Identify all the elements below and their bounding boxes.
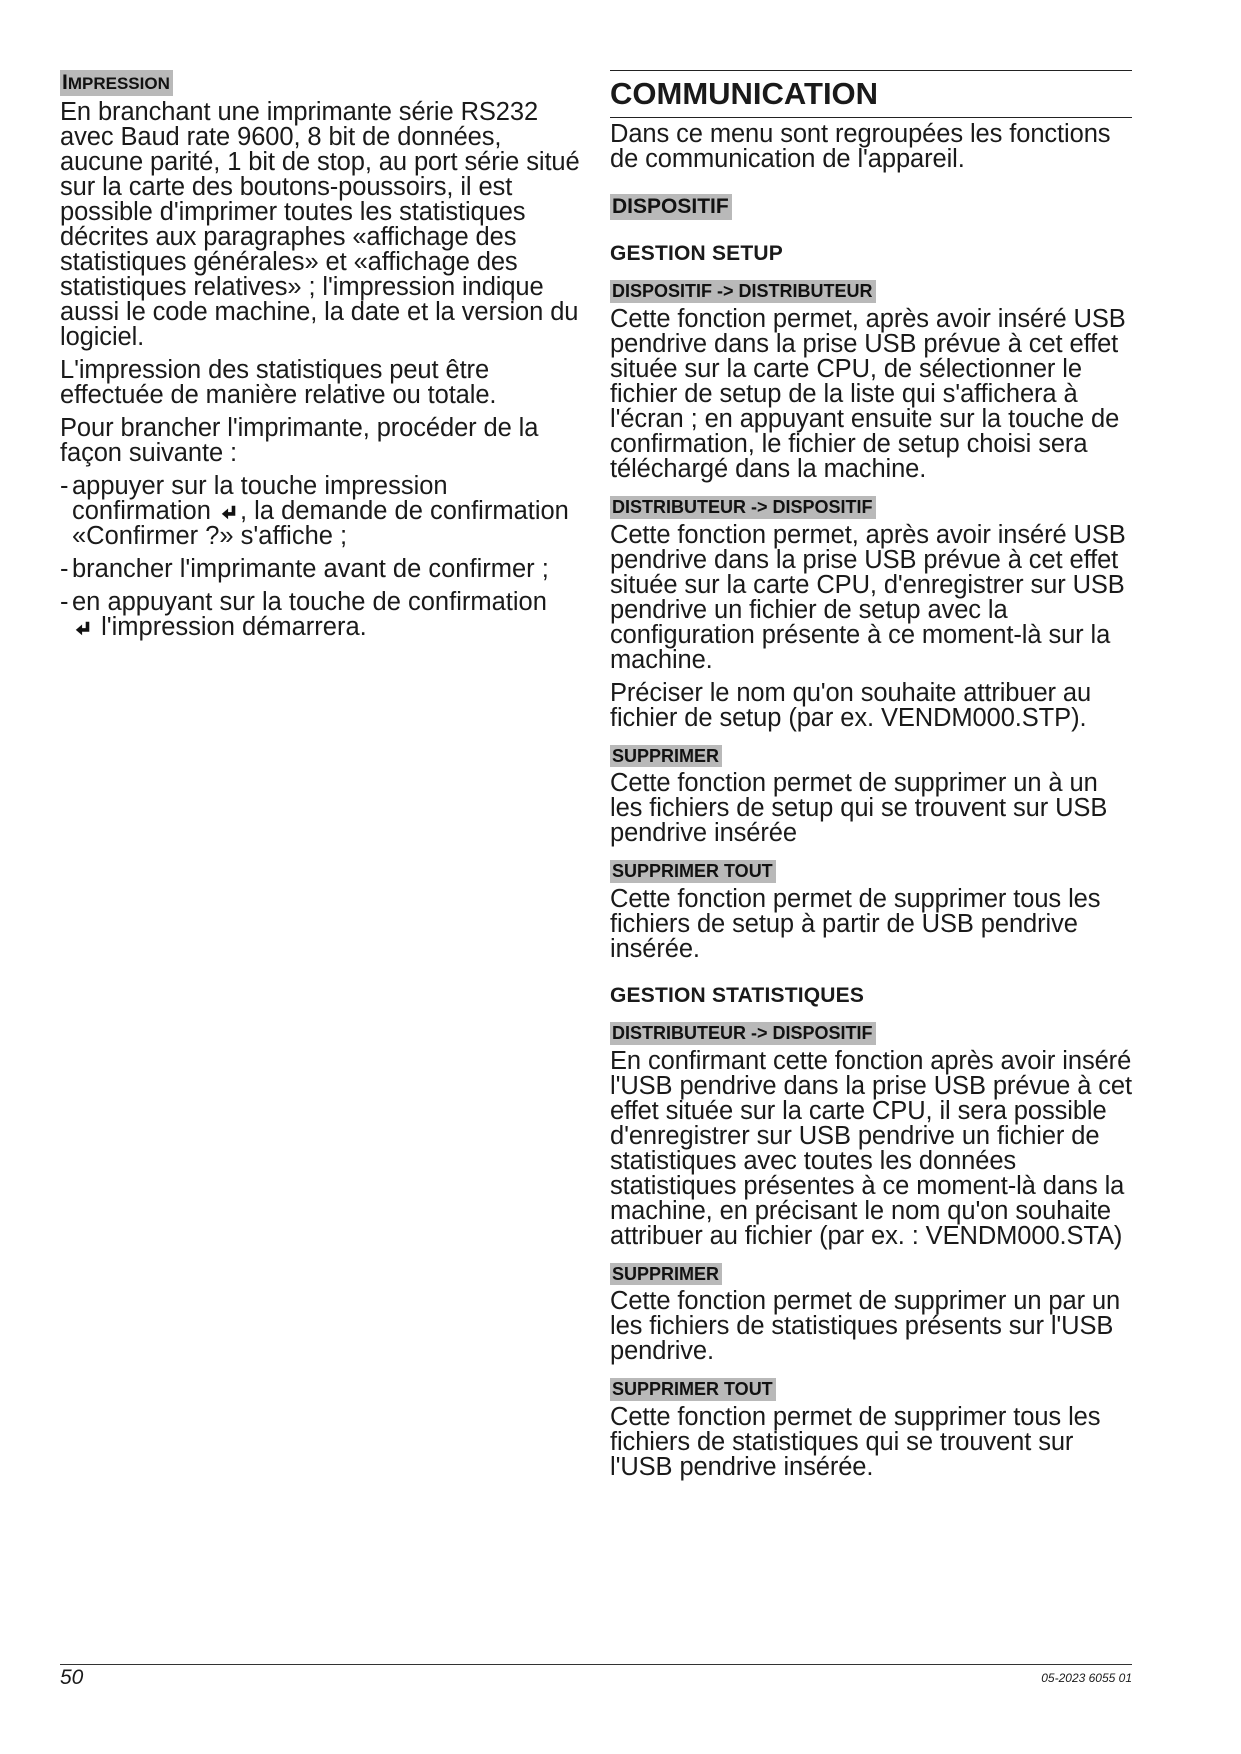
communication-intro: Dans ce menu sont regroupées les fonctions de communication de l'appareil. xyxy=(610,120,1111,173)
impression-heading xyxy=(60,70,173,96)
bullet-item-1: - appuyer sur la touche impression confirmation , la demande de confirmation «Confirmer ?» s'affiche ; xyxy=(60,472,569,551)
impression-paragraph-2: L'impression des statistiques peut être effectuée de manière relative ou totale. xyxy=(60,356,497,410)
setup-distributeur-dispositif-note: Préciser le nom qu'on souhaite attribuer au fichier de setup (par ex. VENDM000.STP). xyxy=(610,678,1092,732)
document-reference: 05-2023 6055 01 xyxy=(1041,1671,1132,1685)
impression-heading-rest: MPRESSION xyxy=(67,74,170,93)
bullet-item-2: - brancher l'imprimante avant de confirmer ; xyxy=(60,557,580,582)
stats-distributeur-dispositif-tag: DISTRIBUTEUR -> DISPOSITIF xyxy=(610,1022,876,1045)
section-title: COMMUNICATION xyxy=(610,70,1132,118)
enter-key-icon xyxy=(74,620,92,638)
setup-distributeur-dispositif-text: Cette fonction permet, après avoir inséré USB pendrive dans la prise USB prévue à cet effet située sur la carte CPU, d'enregistrer sur USB pendrive un fichier de setup avec la configuration présente à ce moment-là sur la machine. xyxy=(610,520,1126,674)
right-column xyxy=(610,70,1132,1488)
impression-paragraph-1: En branchant une imprimante série RS232 avec Baud rate 9600, 8 bit de données, aucune parité, 1 bit de stop, au port série situé sur la carte des boutons-poussoirs, il est possible d'imprimer toutes les statistiques décrites aux paragraphes «affichage des statistiques générales» et «affichage des statistiques relatives» ; l'impression indique aussi le code machine, la date et la version du logiciel. xyxy=(60,98,580,352)
setup-dispositif-distributeur-text: Cette fonction permet, après avoir inséré USB pendrive dans la prise USB prévue à cet effet située sur la carte CPU, de sélectionner le fichier de setup de la liste qui s'affichera à l'écran ; en appuyant ensuite sur la touche de confirmation, le fichier de setup choisi sera téléchargé dans la machine. xyxy=(610,304,1126,483)
left-column xyxy=(60,70,580,648)
bullet-1-text-end: , la demande de confirmation «Confirmer ?» s'affiche ; xyxy=(72,497,569,551)
setup-supprimer-tag: SUPPRIMER xyxy=(610,745,722,768)
dispositif-tag: DISPOSITIF xyxy=(610,194,732,220)
gestion-statistiques-heading: GESTION STATISTIQUES xyxy=(610,983,865,1007)
bullet-3-text-end: l'impression démarrera. xyxy=(101,613,367,642)
impression-paragraph-3: Pour brancher l'imprimante, procéder de la façon suivante : xyxy=(60,414,539,468)
setup-supprimer-tout-tag: SUPPRIMER TOUT xyxy=(610,860,776,883)
stats-supprimer-tout-tag: SUPPRIMER TOUT xyxy=(610,1378,776,1401)
stats-distributeur-dispositif-text: En confirmant cette fonction après avoir inséré l'USB pendrive dans la prise USB prévue à cet effet située sur la carte CPU, il sera possible d'enregistrer sur USB pendrive un fichier de statistiques avec toutes les données statistiques présentes à ce moment-là dans la machine, en précisant le nom qu'on souhaite attribuer au fichier (par ex. : VENDM000.STA) xyxy=(610,1046,1132,1250)
setup-supprimer-text: Cette fonction permet de supprimer un à un les fichiers de setup qui se trouvent sur USB pendrive insérée xyxy=(610,769,1108,848)
enter-key-icon xyxy=(220,504,238,522)
page-number: 50 xyxy=(60,1666,84,1689)
stats-supprimer-tag: SUPPRIMER xyxy=(610,1263,722,1286)
bullet-3-text-start: en appuyant sur la touche de confirmation xyxy=(72,588,547,617)
impression-heading-initial: I xyxy=(62,71,68,94)
bullet-item-3: - en appuyant sur la touche de confirmation l'impression démarrera. xyxy=(60,588,547,642)
gestion-setup-heading: GESTION SETUP xyxy=(610,242,783,266)
bullet-2-text: brancher l'imprimante avant de confirmer ; xyxy=(72,555,549,584)
stats-supprimer-text: Cette fonction permet de supprimer un par un les fichiers de statistiques présents sur l'USB pendrive. xyxy=(610,1287,1121,1366)
bullet-1-text-start: appuyer sur la touche impression confirmation xyxy=(72,472,448,526)
setup-distributeur-dispositif-tag: DISTRIBUTEUR -> DISPOSITIF xyxy=(610,496,876,519)
setup-dispositif-distributeur-tag: DISPOSITIF -> DISTRIBUTEUR xyxy=(610,280,876,303)
stats-supprimer-tout-text: Cette fonction permet de supprimer tous les fichiers de statistiques qui se trouvent sur l'USB pendrive insérée. xyxy=(610,1402,1101,1481)
footer-divider xyxy=(60,1664,1132,1665)
setup-supprimer-tout-text: Cette fonction permet de supprimer tous les fichiers de setup à partir de USB pendrive insérée. xyxy=(610,884,1101,963)
